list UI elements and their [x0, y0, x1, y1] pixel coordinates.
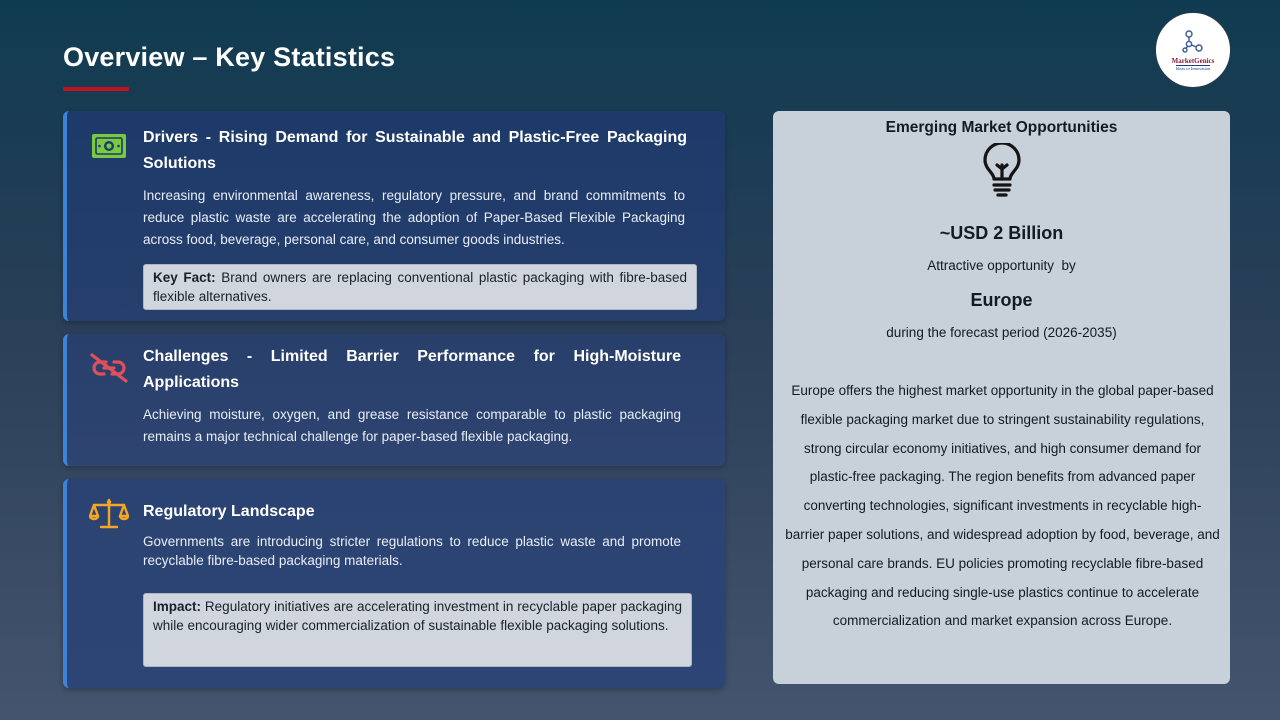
- impact-text: Regulatory initiatives are accelerating investment in recyclable paper packaging while encouraging wider commercialization of sustainable flexible packaging solutions.: [153, 599, 682, 633]
- network-icon: [1180, 29, 1206, 55]
- balance-scale-icon: [89, 497, 129, 531]
- regulatory-body: Governments are introducing stricter regulations to reduce plastic waste and promote recyclable fibre-based packaging materials.: [143, 534, 681, 568]
- opportunity-subtitle: Attractive opportunity by: [927, 258, 1076, 273]
- opportunity-heading: Emerging Market Opportunities: [885, 119, 1118, 136]
- challenges-card: [63, 334, 725, 466]
- opportunity-region: Europe: [970, 290, 1033, 310]
- impact-label: Impact:: [153, 599, 202, 614]
- key-fact-label: Key Fact:: [153, 270, 216, 285]
- drivers-body: Increasing environmental awareness, regulatory pressure, and brand commitments to reduce plastic waste are accelerating the adoption of Paper-Based Flexible Packaging across food, beverage, personal care, and consumer goods industries.: [143, 188, 685, 247]
- impact-box: [143, 593, 692, 667]
- slide-title: Overview – Key Statistics: [63, 42, 396, 72]
- opportunity-description: Europe offers the highest market opportunity in the global paper-based flexible packaging market due to stringent sustainability regulations, strong circular economy initiatives, and high consumer demand for plastic-free packaging. The region benefits from advanced paper converting technologies, significant investments in recyclable high-barrier paper solutions, and widespread adoption by food, beverage, and personal care brands. EU policies promoting recyclable fibre-based packaging and reducing single-use plastics continue to accelerate commercialization and market expansion across Europe.: [785, 383, 1220, 629]
- lightbulb-icon: [979, 143, 1025, 199]
- regulatory-card: [63, 479, 725, 688]
- drivers-card: [63, 111, 725, 321]
- broken-link-icon: [89, 351, 129, 385]
- opportunity-value: ~USD 2 Billion: [939, 223, 1064, 243]
- drivers-heading: Drivers - Rising Demand for Sustainable and Plastic-Free Packaging Solutions: [143, 129, 687, 172]
- title-underline: [63, 87, 129, 91]
- logo-name: MarketGenics: [1171, 56, 1215, 65]
- key-fact-text: Brand owners are replacing conventional plastic packaging with fibre-based flexible alternatives.: [153, 270, 687, 304]
- company-logo: [1155, 12, 1231, 88]
- key-fact-box: [143, 264, 697, 310]
- opportunity-period: during the forecast period (2026-2035): [886, 325, 1117, 340]
- challenges-body: Achieving moisture, oxygen, and grease resistance comparable to plastic packaging remains a major technical challenge for paper-based flexible packaging.: [143, 407, 681, 444]
- money-bill-icon: [89, 129, 129, 163]
- logo-tagline: Ideas to Innovation: [1175, 66, 1211, 72]
- challenges-heading: Challenges - Limited Barrier Performance for High-Moisture Applications: [143, 348, 681, 391]
- opportunity-panel: [773, 111, 1230, 684]
- regulatory-heading: Regulatory Landscape: [143, 503, 315, 520]
